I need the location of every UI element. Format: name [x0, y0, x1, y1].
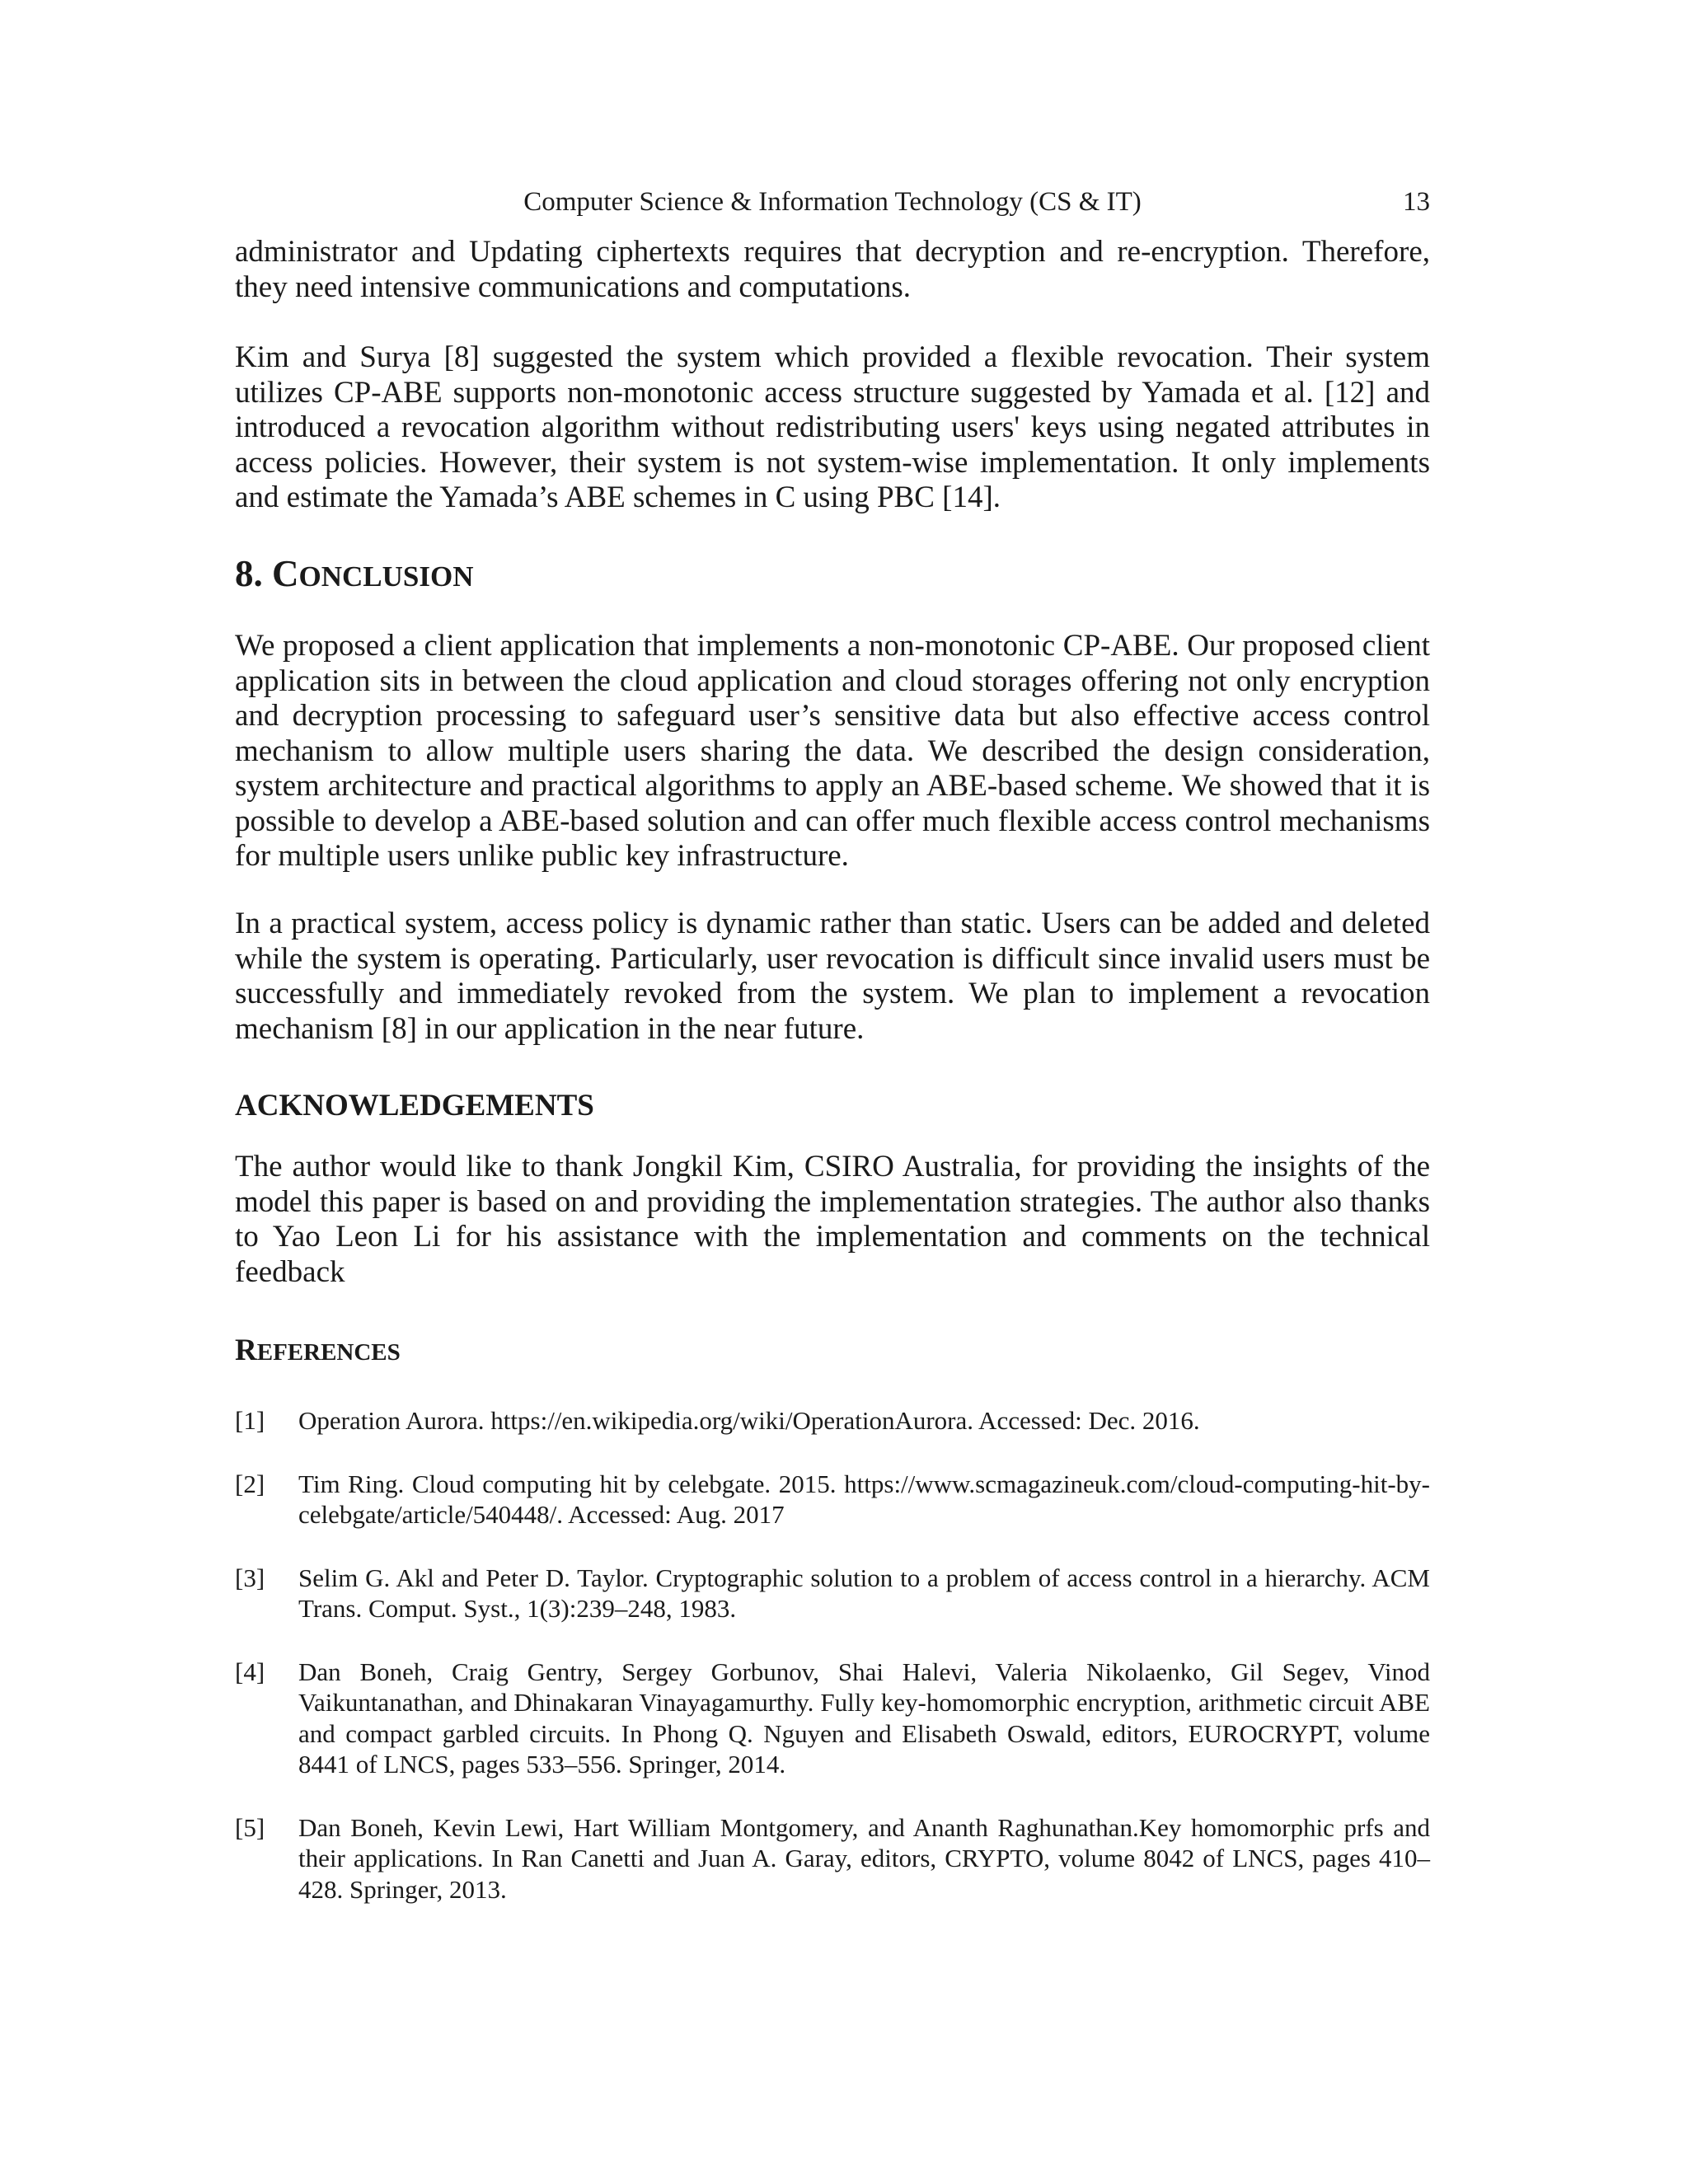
running-header: [235, 183, 1430, 221]
reference-text: Operation Aurora. https://en.wikipedia.org/wiki/OperationAurora. Accessed: Dec. 2016.: [298, 1406, 1200, 1435]
references-heading-rest: EFERENCES: [256, 1339, 401, 1366]
conclusion-paragraph-2: In a practical system, access policy is dynamic rather than static. Users can be added and deleted while the system is operating. Particularly, user revocation is difficult since invalid users must be successfully and immediately revoked from the system. We plan to implement a revocation mechanism [8] in our application in the near future.: [235, 907, 1430, 1046]
running-title: Computer Science & Information Technology (CS & IT): [523, 187, 1142, 217]
reference-item: [235, 1563, 1430, 1624]
reference-list: [235, 1405, 1430, 1937]
reference-item: [235, 1812, 1430, 1905]
reference-text: Dan Boneh, Kevin Lewi, Hart William Montgomery, and Ananth Raghunathan.Key homomorphic prfs and their applications. In Ran Canetti and Juan A. Garay, editors, CRYPTO, volume 8042 of LNCS, pages 410–428. Springer, 2013.: [298, 1812, 1430, 1904]
acknowledgements-heading: ACKNOWLEDGEMENTS: [235, 1089, 594, 1122]
acknowledgements-paragraph: The author would like to thank Jongkil Kim, CSIRO Australia, for providing the insights of the model this paper is based on and providing the implementation strategies. The author also thanks to Yao Leon Li for his assistance with the implementation and comments on the technical feedback: [235, 1150, 1430, 1289]
references-heading: [235, 1331, 401, 1372]
reference-item: [235, 1469, 1430, 1530]
reference-text: Selim G. Akl and Peter D. Taylor. Cryptographic solution to a problem of access control in a hierarchy. ACM Trans. Comput. Syst., 1(3):239–248, 1983.: [298, 1563, 1430, 1623]
reference-number: [3]: [235, 1563, 265, 1592]
page-number: 13: [1403, 187, 1430, 217]
reference-text: Tim Ring. Cloud computing hit by celebgate. 2015. https://www.scmagazineuk.com/cloud-computing-hit-by-celebgate/article/540448/. Accessed: Aug. 2017: [298, 1469, 1430, 1529]
reference-item: [235, 1405, 1430, 1436]
references-heading-initial: R: [235, 1333, 257, 1367]
reference-number: [1]: [235, 1406, 265, 1435]
conclusion-heading-rest: ONCLUSION: [298, 560, 474, 593]
reference-item: [235, 1657, 1430, 1780]
related-work-paragraph-kim-surya: Kim and Surya [8] suggested the system which provided a flexible revocation. Their system utilizes CP-ABE supports non-monotonic access structure suggested by Yamada et al. [12] and introduced a revocation algorithm without redistributing users' keys using negated attributes in access policies. However, their system is not system-wise implementation. It only implements and estimate the Yamada’s ABE schemes in C using PBC [14].: [235, 340, 1430, 514]
reference-number: [5]: [235, 1812, 265, 1842]
conclusion-heading-initial: C: [272, 553, 299, 594]
conclusion-heading: [235, 551, 473, 600]
conclusion-heading-number: 8.: [235, 553, 272, 594]
conclusion-paragraph-1: We proposed a client application that implements a non-monotonic CP-ABE. Our proposed client application sits in between the cloud application and cloud storages offering not only encryption and decryption processing to safeguard user’s sensitive data but also effective access control mechanism to allow multiple users sharing the data. We described the design consideration, system architecture and practical algorithms to apply an ABE-based scheme. We showed that it is possible to develop a ABE-based solution and can offer much flexible access control mechanisms for multiple users unlike public key infrastructure.: [235, 629, 1430, 873]
reference-number: [4]: [235, 1657, 265, 1686]
reference-number: [2]: [235, 1469, 265, 1498]
reference-text: Dan Boneh, Craig Gentry, Sergey Gorbunov, Shai Halevi, Valeria Nikolaenko, Gil Segev, Vinod Vaikuntanathan, and Dhinakaran Vinayagamurthy. Fully key-homomorphic encryption, arithmetic circuit ABE and compact garbled circuits. In Phong Q. Nguyen and Elisabeth Oswald, editors, EUROCRYPT, volume 8441 of LNCS, pages 533–556. Springer, 2014.: [298, 1657, 1430, 1779]
related-work-paragraph-continued: administrator and Updating ciphertexts requires that decryption and re-encryption. Therefore, they need intensive communications and computations.: [235, 235, 1430, 304]
